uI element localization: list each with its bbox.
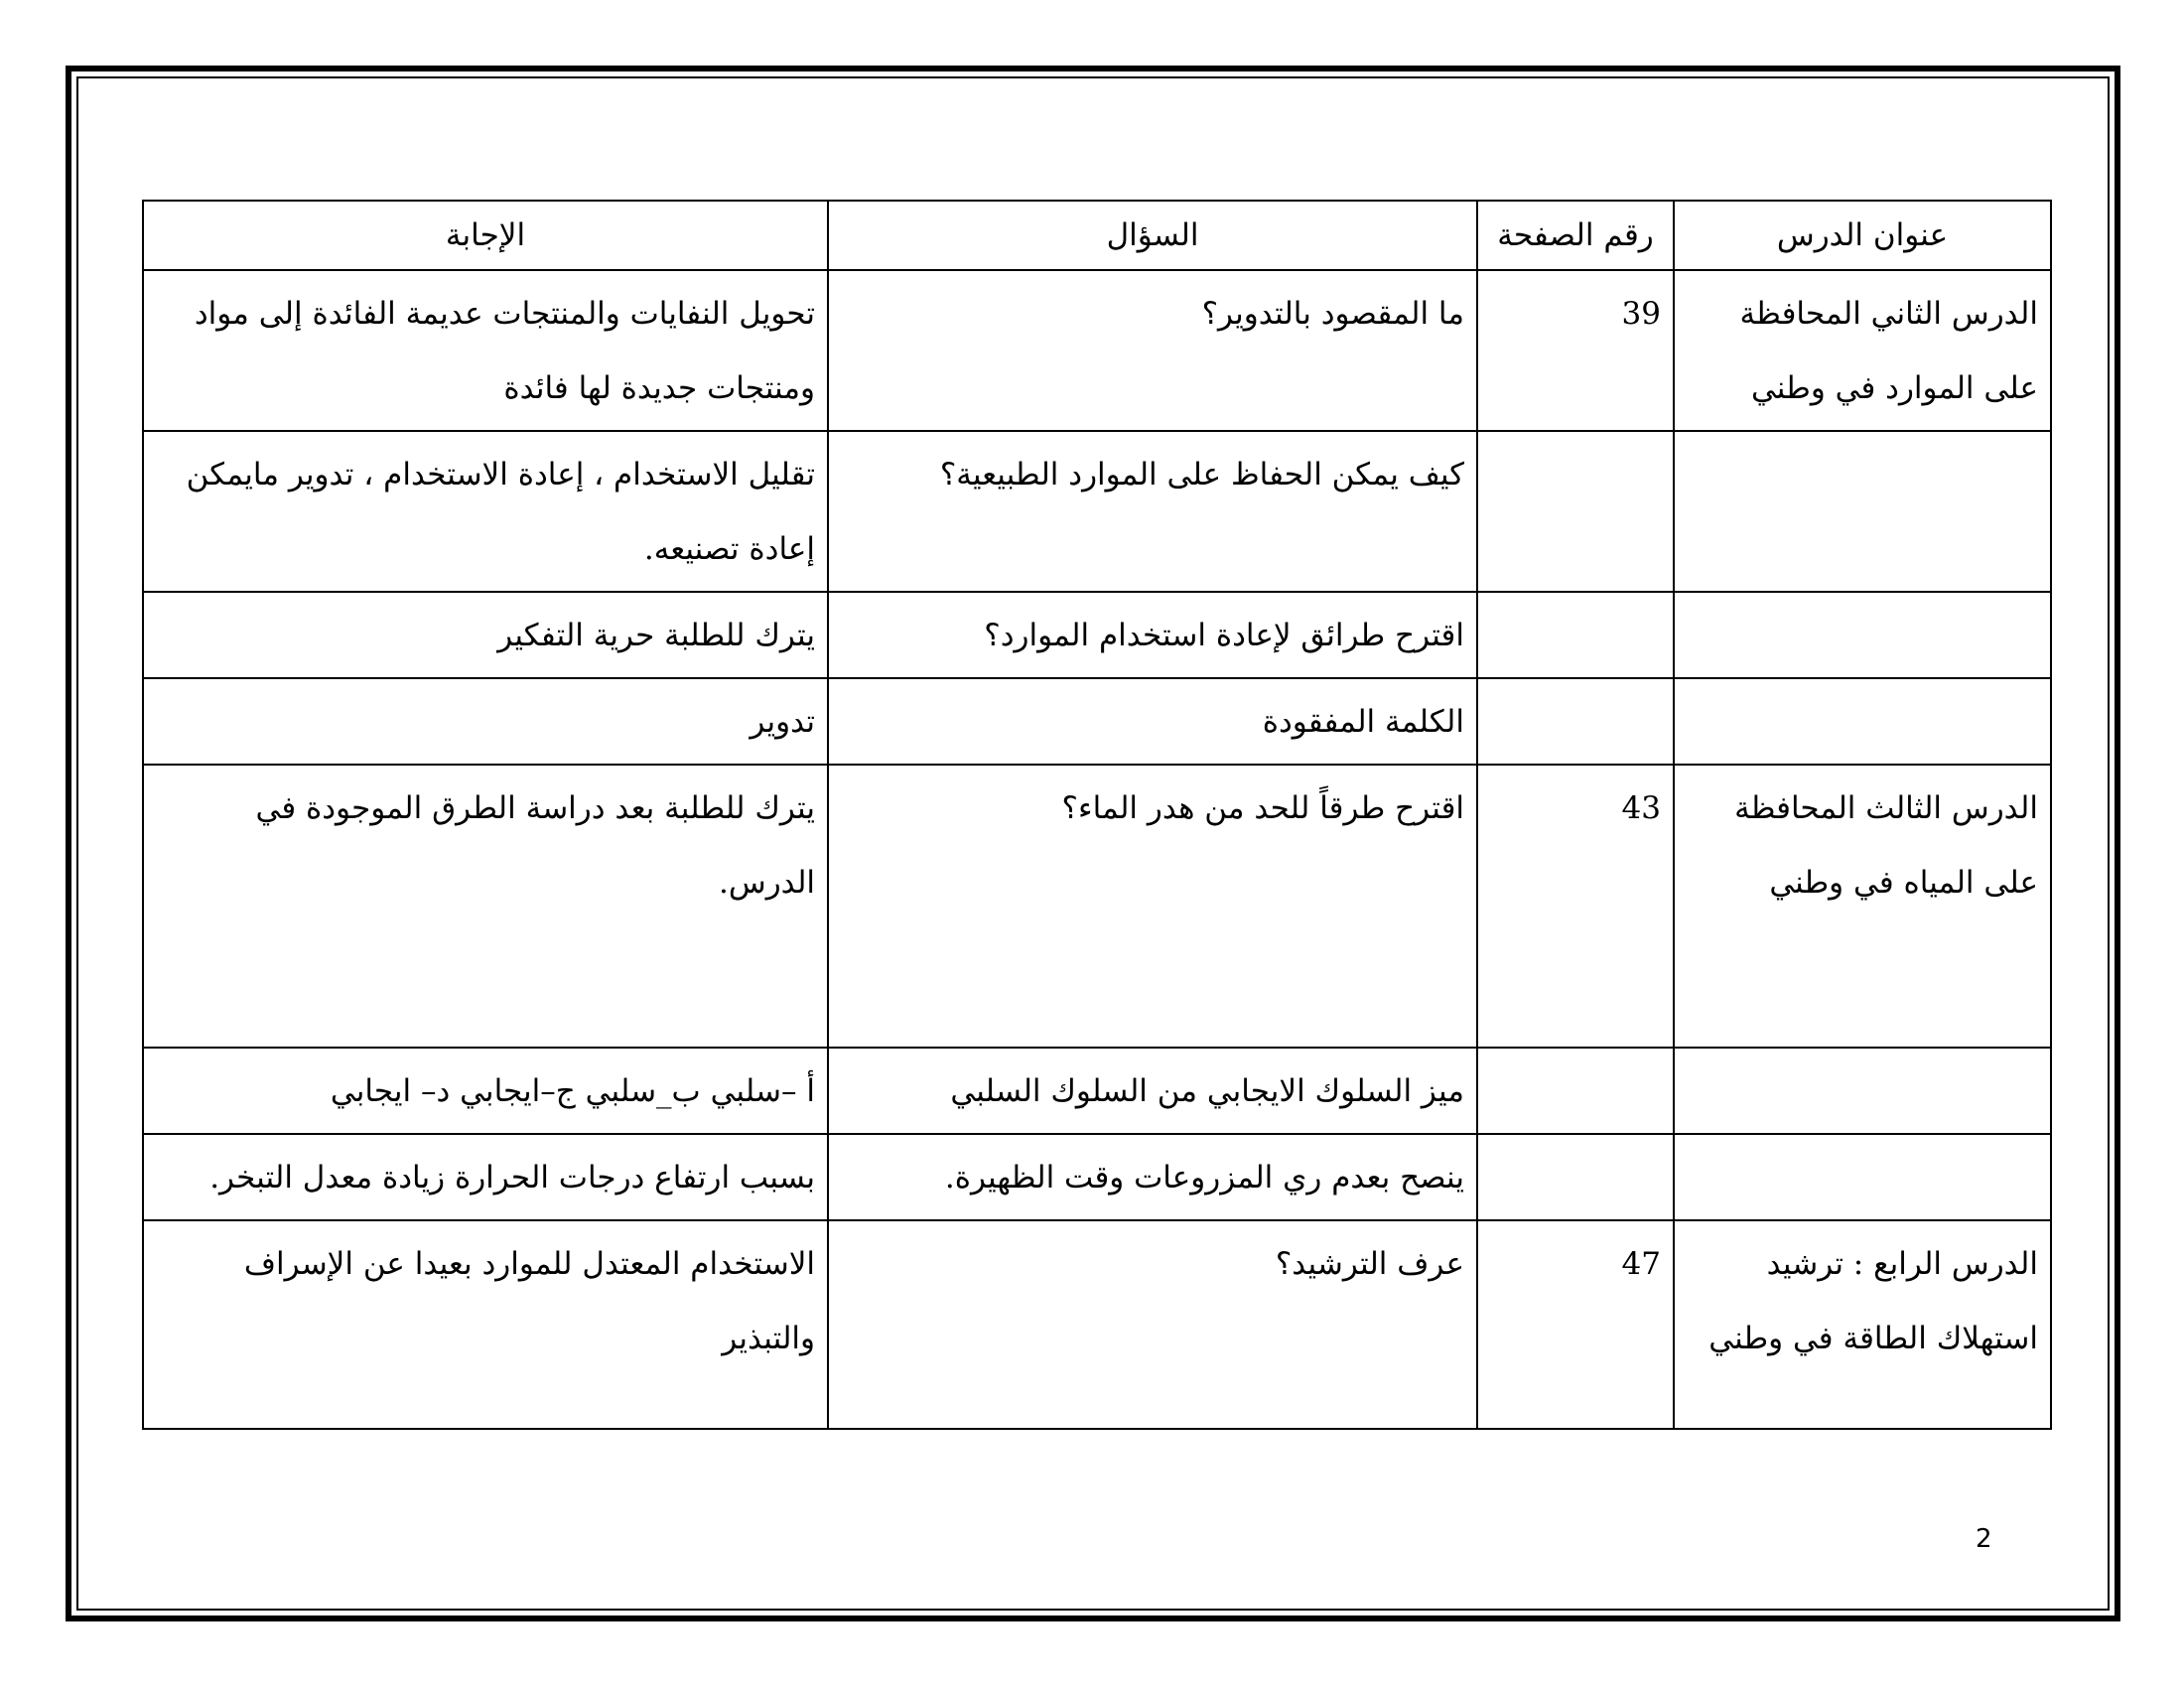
question-cell: الكلمة المفقودة xyxy=(828,678,1477,765)
page-number: 2 xyxy=(1976,1524,1992,1554)
table-row xyxy=(143,678,2051,765)
question-cell: ينصح بعدم ري المزروعات وقت الظهيرة. xyxy=(828,1134,1477,1220)
header-lesson-title: عنوان الدرس xyxy=(1674,201,2051,270)
header-question: السؤال xyxy=(828,201,1477,270)
question-cell: ميز السلوك الايجابي من السلوك السلبي xyxy=(828,1048,1477,1134)
answer-cell: أ –سلبي ب_سلبي ج–ايجابي د– ايجابي xyxy=(143,1048,828,1134)
table-row xyxy=(143,592,2051,678)
question-cell: كيف يمكن الحفاظ على الموارد الطبيعية؟ xyxy=(828,431,1477,592)
answer-cell: بسبب ارتفاع درجات الحرارة زيادة معدل التبخر. xyxy=(143,1134,828,1220)
question-cell: اقترح طرقاً للحد من هدر الماء؟ xyxy=(828,765,1477,1048)
page-number-cell xyxy=(1477,431,1674,592)
lesson-title-cell: الدرس الرابع : ترشيد استهلاك الطاقة في وطني xyxy=(1674,1220,2051,1429)
table-row xyxy=(143,765,2051,1048)
header-answer: الإجابة xyxy=(143,201,828,270)
page-number-cell xyxy=(1477,678,1674,765)
table-row xyxy=(143,270,2051,431)
lesson-title-cell xyxy=(1674,1048,2051,1134)
lesson-title-cell xyxy=(1674,1134,2051,1220)
header-page-number: رقم الصفحة xyxy=(1477,201,1674,270)
page-number-cell xyxy=(1477,1048,1674,1134)
lesson-title-cell: الدرس الثاني المحافظة على الموارد في وطني xyxy=(1674,270,2051,431)
table-row xyxy=(143,1134,2051,1220)
page-number-cell: 43 xyxy=(1477,765,1674,1048)
table-header-row xyxy=(143,201,2051,270)
question-cell: ما المقصود بالتدوير؟ xyxy=(828,270,1477,431)
page-number-cell xyxy=(1477,1134,1674,1220)
answer-cell: تقليل الاستخدام ، إعادة الاستخدام ، تدوير مايمكن إعادة تصنيعه. xyxy=(143,431,828,592)
answer-cell: تدوير xyxy=(143,678,828,765)
table-row xyxy=(143,431,2051,592)
page-number-cell: 47 xyxy=(1477,1220,1674,1429)
table-row xyxy=(143,1220,2051,1429)
lesson-title-cell xyxy=(1674,431,2051,592)
answer-cell: يترك للطلبة بعد دراسة الطرق الموجودة في الدرس. xyxy=(143,765,828,1048)
lesson-title-cell xyxy=(1674,592,2051,678)
question-cell: اقترح طرائق لإعادة استخدام الموارد؟ xyxy=(828,592,1477,678)
lesson-title-cell xyxy=(1674,678,2051,765)
page-number-cell xyxy=(1477,592,1674,678)
question-cell: عرف الترشيد؟ xyxy=(828,1220,1477,1429)
lessons-qa-table xyxy=(142,200,2052,1430)
table-row xyxy=(143,1048,2051,1134)
page-number-cell: 39 xyxy=(1477,270,1674,431)
lesson-title-cell: الدرس الثالث المحافظة على المياه في وطني xyxy=(1674,765,2051,1048)
answer-cell: يترك للطلبة حرية التفكير xyxy=(143,592,828,678)
answer-cell: تحويل النفايات والمنتجات عديمة الفائدة إلى مواد ومنتجات جديدة لها فائدة xyxy=(143,270,828,431)
answer-cell: الاستخدام المعتدل للموارد بعيدا عن الإسراف والتبذير xyxy=(143,1220,828,1429)
